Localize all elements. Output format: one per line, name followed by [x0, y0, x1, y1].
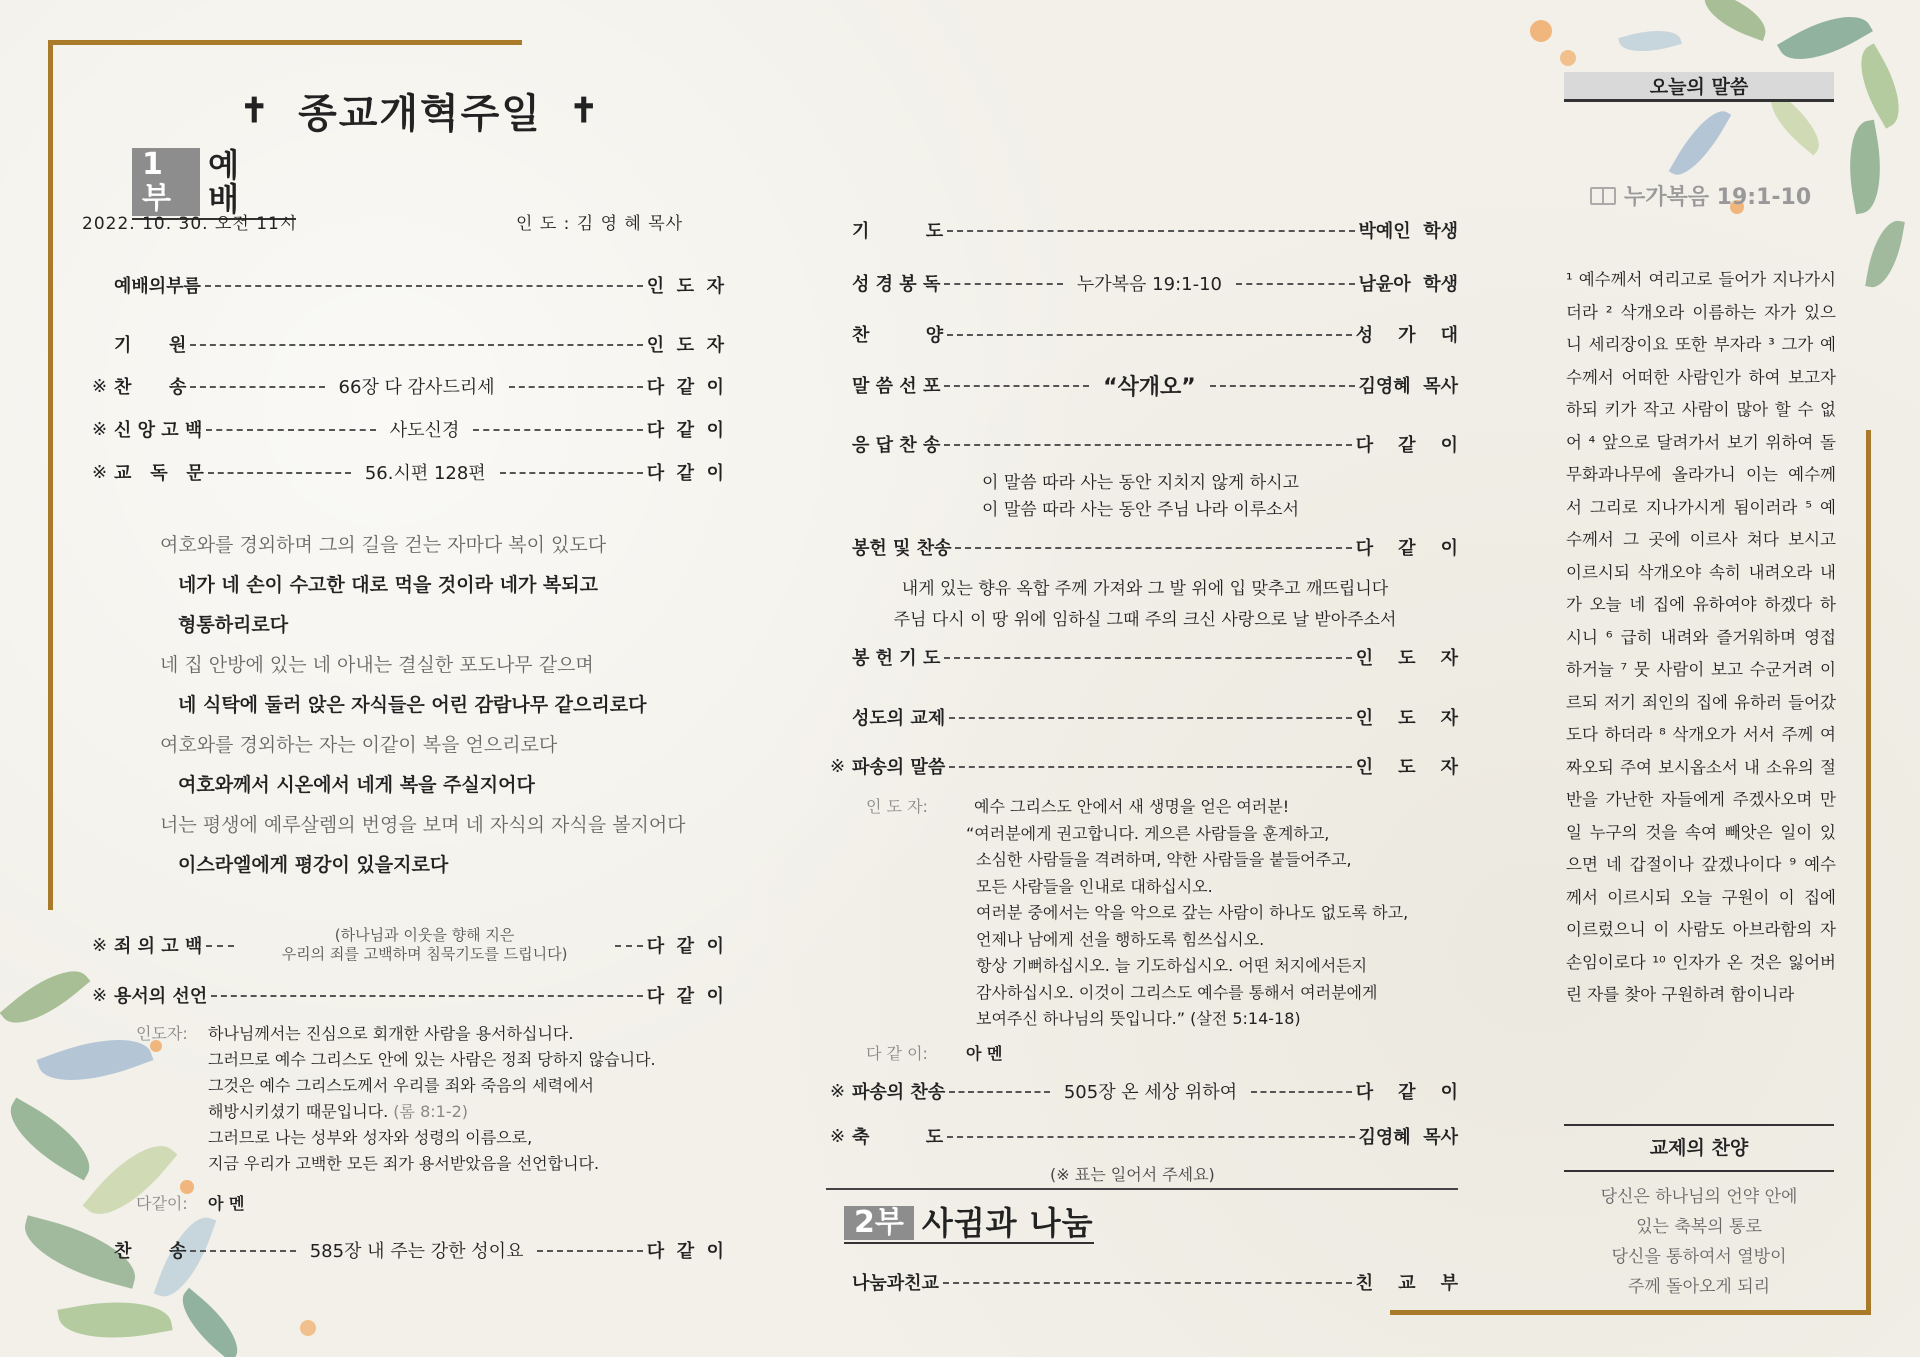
dotted-leader — [206, 945, 234, 947]
dotted-leader — [944, 657, 1351, 659]
order-label: 말 씀 선 포 — [852, 376, 941, 397]
lyric-line: 주님 다시 이 땅 위에 임하실 그때 주의 크신 사랑으로 날 받아주소서 — [893, 610, 1397, 630]
lyric-line: 주께 돌아오게 되리 — [1627, 1277, 1771, 1297]
part1-number: 1부 — [132, 148, 200, 216]
order-performer: 다 같 이 — [646, 463, 724, 484]
lyric-line: 있는 축복의 통로 — [1636, 1217, 1762, 1237]
order-performer: 박예인 학생 — [1358, 221, 1458, 242]
reading-leader-line: 네 집 안방에 있는 네 아내는 결실한 포도나무 같으며 — [160, 654, 594, 676]
response-speaker: 다 같 이: — [866, 1043, 928, 1063]
order-performer: 인 도 자 — [1355, 708, 1458, 729]
scripture-text: ¹ 예수께서 여리고로 들어가 지나가시더라 ² 삭개오라 이름하는 자가 있으니 세리장이요 또한 부자라 ³ 그가 예수께서 어떠한 사람인가 하여 보고자 하되 키가 작고 사람이 많아 할 수 없어 ⁴ 앞으로 달려가서 보기 위하여 돌무화과나무에 올라가니 이는 예수께서 그리로 지나가시게 됨이러라 ⁵ 예수께서 그 곳에 이르사 쳐다 보시고 이르시되 삭개오야 속히 내려오라 내가 오늘 네 집에 유하여야 하겠다 하시니 ⁶ 급히 내려와 즐거워하며 영접하거늘 ⁷ 뭇 사람이 보고 수군거려 이르되 저기 죄인의 집에 유하러 들어갔도다 하더라 ⁸ 삭개오가 서서 주께 여짜오되 주여 보시옵소서 내 소유의 절반을 가난한 자들에게 주겠사오며 만일 누구의 것을 속여 빼앗은 일이 있으면 네 갑절이나 갚겠나이다 ⁹ 예수께서 이르시되 오늘 구원이 이 집에 이르렀으니 이 사람도 아브라함의 자손임이로다 ¹⁰ 인자가 온 것은 잃어버린 자를 찾아 구원하려 함이니라 — [1566, 270, 1836, 1004]
stand-mark: ※ — [830, 1080, 846, 1102]
standing-note: (※ 표는 일어서 주세요) — [1050, 1165, 1215, 1184]
confession-note — [238, 926, 610, 964]
part2-number: 2부 — [844, 1206, 914, 1240]
order-row — [830, 373, 1458, 400]
fellowship-hymn-lyrics — [1564, 1182, 1834, 1302]
order-label: 나눔과친교 — [852, 1273, 939, 1294]
dotted-leader — [1251, 1091, 1352, 1093]
stand-mark: ※ — [92, 934, 108, 956]
order-row — [92, 332, 724, 356]
dotted-leader — [206, 429, 375, 431]
sending-line: 항상 기뻐하십시오. 늘 기도하십시오. 어떤 처지에서든지 — [976, 956, 1368, 975]
order-label: 찬 양 — [852, 325, 944, 346]
response-text: 아 멘 — [966, 1043, 1003, 1063]
response-song-lyrics — [982, 470, 1299, 524]
absolution-line: 지금 우리가 고백한 모든 죄가 용서받았음을 선언합니다. — [208, 1154, 600, 1173]
order-row — [830, 271, 1458, 295]
lyric-line: 당신은 하나님의 언약 안에 — [1600, 1187, 1798, 1207]
dotted-leader — [947, 230, 1354, 232]
stand-mark: ※ — [92, 984, 108, 1006]
dotted-leader — [944, 444, 1351, 446]
order-label: 교 독 문 — [114, 463, 204, 484]
order-row — [92, 417, 724, 441]
order-label: 봉헌 및 찬송 — [852, 538, 952, 559]
order-performer: 인 도 자 — [646, 335, 724, 356]
dotted-leader — [947, 1136, 1354, 1138]
absolution-ref: (롬 8:1-2) — [393, 1102, 469, 1121]
absolution-text — [136, 1021, 736, 1217]
service-leader: 인 도 : 김 영 혜 목사 — [516, 214, 684, 234]
stand-mark: ※ — [92, 418, 108, 440]
order-performer: 다 같 이 — [1355, 538, 1458, 559]
order-performer: 인 도 자 — [646, 276, 724, 297]
order-performer: 인 도 자 — [1355, 757, 1458, 778]
order-performer: 다 같 이 — [646, 377, 725, 398]
dotted-leader — [537, 1250, 642, 1252]
absolution-speaker: 인도자: — [136, 1024, 188, 1043]
stand-mark: ※ — [830, 755, 846, 777]
cross-icon: ✝ — [240, 90, 271, 131]
absolution-line: 그러므로 예수 그리스도 안에 있는 사람은 정죄 당하지 않습니다. — [208, 1050, 656, 1069]
reading-congregation-line: 네 식탁에 둘러 앉은 자식들은 어린 감람나무 같으리로다 — [178, 694, 647, 716]
sending-words — [866, 794, 1466, 1067]
order-row — [830, 1079, 1458, 1103]
dotted-leader — [509, 386, 643, 388]
order-row — [830, 645, 1458, 669]
order-label: 신 앙 고 백 — [114, 420, 203, 441]
order-label: 봉 헌 기 도 — [852, 648, 941, 669]
response-text: 아 멘 — [208, 1194, 245, 1213]
order-performer: 김영혜 목사 — [1358, 376, 1458, 397]
lyric-line: 이 말씀 따라 사는 동안 지치지 않게 하시고 — [982, 473, 1300, 493]
dotted-leader — [1210, 385, 1355, 387]
order-label: 찬 송 — [114, 1241, 187, 1262]
dotted-leader — [208, 472, 351, 474]
absolution-line: 그러므로 나는 성부와 성자와 성령의 이름으로, — [208, 1128, 533, 1147]
stand-mark: ※ — [92, 375, 108, 397]
part2-heading — [844, 1206, 1094, 1244]
stand-mark: ※ — [830, 1125, 846, 1147]
order-detail: 505장 온 세상 위하여 — [1063, 1082, 1238, 1103]
order-detail: 585장 내 주는 강한 성이요 — [309, 1241, 524, 1262]
dotted-leader — [190, 1250, 295, 1252]
reading-congregation-line: 형통하리로다 — [178, 614, 289, 636]
fellowship-hymn-title: 교제의 찬양 — [1564, 1124, 1834, 1172]
scripture-reference-text: 누가복음 19:1-10 — [1624, 185, 1812, 210]
order-label: 응 답 찬 송 — [852, 435, 941, 456]
cross-icon: ✝ — [569, 90, 600, 131]
dotted-leader — [943, 1282, 1352, 1284]
part2-label: 사귐과 나눔 — [921, 1204, 1094, 1242]
reading-congregation-line: 이스라엘에게 평강이 있을지로다 — [178, 854, 449, 876]
absolution-line: 해방시키셨기 때문입니다. — [208, 1102, 389, 1121]
order-row — [830, 754, 1458, 778]
title-text: 종교개혁주일 — [298, 91, 542, 137]
divider — [826, 1188, 1458, 1190]
order-detail: 사도신경 — [389, 420, 460, 441]
service-date: 2022. 10. 30. 오전 11시 — [82, 214, 298, 234]
order-performer: 성 가 대 — [1355, 325, 1458, 346]
sending-line: 모든 사람들을 인내로 대하십시오. — [976, 876, 1213, 896]
order-performer: 남윤아 학생 — [1358, 274, 1458, 295]
order-performer: 다 같 이 — [646, 420, 724, 441]
dotted-leader — [949, 766, 1351, 768]
order-row — [92, 983, 724, 1007]
order-row — [830, 322, 1458, 346]
order-row — [830, 705, 1458, 729]
order-label: 예배의부름 — [114, 276, 201, 297]
sending-speaker: 인 도 자: — [866, 797, 928, 816]
dotted-leader — [615, 945, 643, 947]
sending-line: 여러분 중에서는 악을 악으로 갚는 사람이 하나도 없도록 하고, — [976, 903, 1409, 922]
confession-note-line: (하나님과 이웃을 향해 지은 — [334, 926, 515, 944]
order-performer: 김영혜 목사 — [1358, 1127, 1458, 1148]
order-performer: 다 같 이 — [646, 986, 724, 1007]
order-performer: 인 도 자 — [1355, 648, 1458, 669]
dotted-leader — [949, 717, 1351, 719]
lyric-line: 내게 있는 향유 옥합 주께 가져와 그 발 위에 입 맞추고 깨뜨립니다 — [901, 579, 1389, 599]
responsive-reading — [160, 530, 720, 890]
order-row — [830, 218, 1458, 242]
order-row — [92, 460, 724, 484]
order-performer: 다 같 이 — [646, 1241, 725, 1262]
sending-line: 감사하십시오. 이것이 그리스도 예수를 통해서 여러분에게 — [976, 982, 1378, 1002]
order-row-confession — [92, 926, 724, 963]
sending-line: 예수 그리스도 안에서 새 생명을 얻은 여러분! — [974, 797, 1290, 816]
stand-mark: ※ — [92, 461, 108, 483]
gold-frame-bottom-right — [1390, 1310, 1871, 1315]
dotted-leader — [190, 344, 642, 346]
absolution-line: 그것은 예수 그리스도께서 우리를 죄와 죽음의 세력에서 — [208, 1076, 595, 1095]
reading-leader-line: 여호와를 경외하는 자는 이같이 복을 얻으리로다 — [160, 734, 558, 756]
part1-label: 예 배 — [208, 146, 246, 218]
sending-line: 보여주신 하나님의 뜻입니다.” (살전 5:14-18) — [976, 1009, 1301, 1028]
response-speaker: 다같이: — [136, 1194, 188, 1213]
order-detail: 66장 다 감사드리세 — [338, 377, 495, 398]
dotted-leader — [190, 386, 324, 388]
order-performer: 다 같 이 — [1355, 1082, 1459, 1103]
order-row — [92, 273, 724, 297]
order-label: 성도의 교제 — [852, 708, 946, 729]
order-detail: 56.시편 128편 — [364, 463, 486, 484]
order-label: 파송의 말씀 — [852, 757, 946, 778]
sermon-title: “삭개오” — [1103, 374, 1196, 400]
dotted-leader — [944, 385, 1089, 387]
page-title — [240, 82, 600, 139]
offering-lyrics — [840, 574, 1450, 636]
order-row — [830, 535, 1458, 559]
reading-leader-line: 너는 평생에 예루살렘의 번영을 보며 네 자식의 자식을 볼지어다 — [160, 814, 686, 836]
order-row — [92, 374, 724, 398]
confession-note-line: 우리의 죄를 고백하며 침묵기도를 드립니다) — [281, 945, 568, 963]
book-icon — [1590, 187, 1616, 205]
order-label: 죄 의 고 백 — [114, 936, 203, 957]
order-label: 파송의 찬송 — [852, 1082, 946, 1103]
lyric-line: 이 말씀 따라 사는 동안 주님 나라 이루소서 — [982, 500, 1300, 520]
order-label: 성 경 봉 독 — [852, 274, 941, 295]
dotted-leader — [1236, 283, 1355, 285]
dotted-leader — [473, 429, 642, 431]
todays-word-title: 오늘의 말씀 — [1564, 72, 1834, 102]
reading-leader-line: 여호와를 경외하며 그의 길을 걷는 자마다 복이 있도다 — [160, 534, 607, 556]
order-label: 기 도 — [852, 221, 944, 242]
dotted-leader — [944, 283, 1063, 285]
dotted-leader — [947, 334, 1352, 336]
gold-frame-top-left — [48, 40, 522, 45]
order-row — [830, 1124, 1458, 1148]
gold-frame-left — [48, 40, 53, 910]
order-detail: 누가복음 19:1-10 — [1076, 274, 1222, 295]
sending-line: 언제나 남에게 선을 행하도록 힘쓰십시오. — [976, 929, 1265, 949]
order-performer: 다 같 이 — [1355, 435, 1458, 456]
lyric-line: 당신을 통하여서 열방이 — [1611, 1247, 1787, 1267]
dotted-leader — [500, 472, 643, 474]
dotted-leader — [949, 1091, 1050, 1093]
sending-line: “여러분에게 권고합니다. 게으른 사람들을 훈계하고, — [966, 823, 1330, 843]
order-performer: 친 교 부 — [1355, 1273, 1458, 1294]
order-label: 축 도 — [852, 1127, 944, 1148]
scripture-reference — [1590, 180, 1811, 211]
order-label: 용서의 선언 — [114, 986, 208, 1007]
reading-congregation-line: 네가 네 손이 수고한 대로 먹을 것이라 네가 복되고 — [178, 574, 598, 596]
reading-congregation-line: 여호와께서 시온에서 네게 복을 주실지어다 — [178, 774, 535, 796]
absolution-line: 하나님께서는 진심으로 회개한 사람을 용서하십니다. — [208, 1024, 574, 1043]
order-row — [92, 1238, 724, 1262]
gold-frame-right — [1866, 430, 1871, 1315]
order-performer: 다 같 이 — [646, 936, 724, 957]
dotted-leader — [205, 285, 643, 287]
sending-line: 소심한 사람들을 격려하며, 약한 사람들을 붙들어주고, — [976, 850, 1352, 869]
order-label: 찬 송 — [114, 377, 187, 398]
order-row — [830, 1270, 1458, 1294]
dotted-leader — [955, 547, 1351, 549]
dotted-leader — [211, 995, 643, 997]
order-label: 기 원 — [114, 335, 187, 356]
order-row — [830, 432, 1458, 456]
